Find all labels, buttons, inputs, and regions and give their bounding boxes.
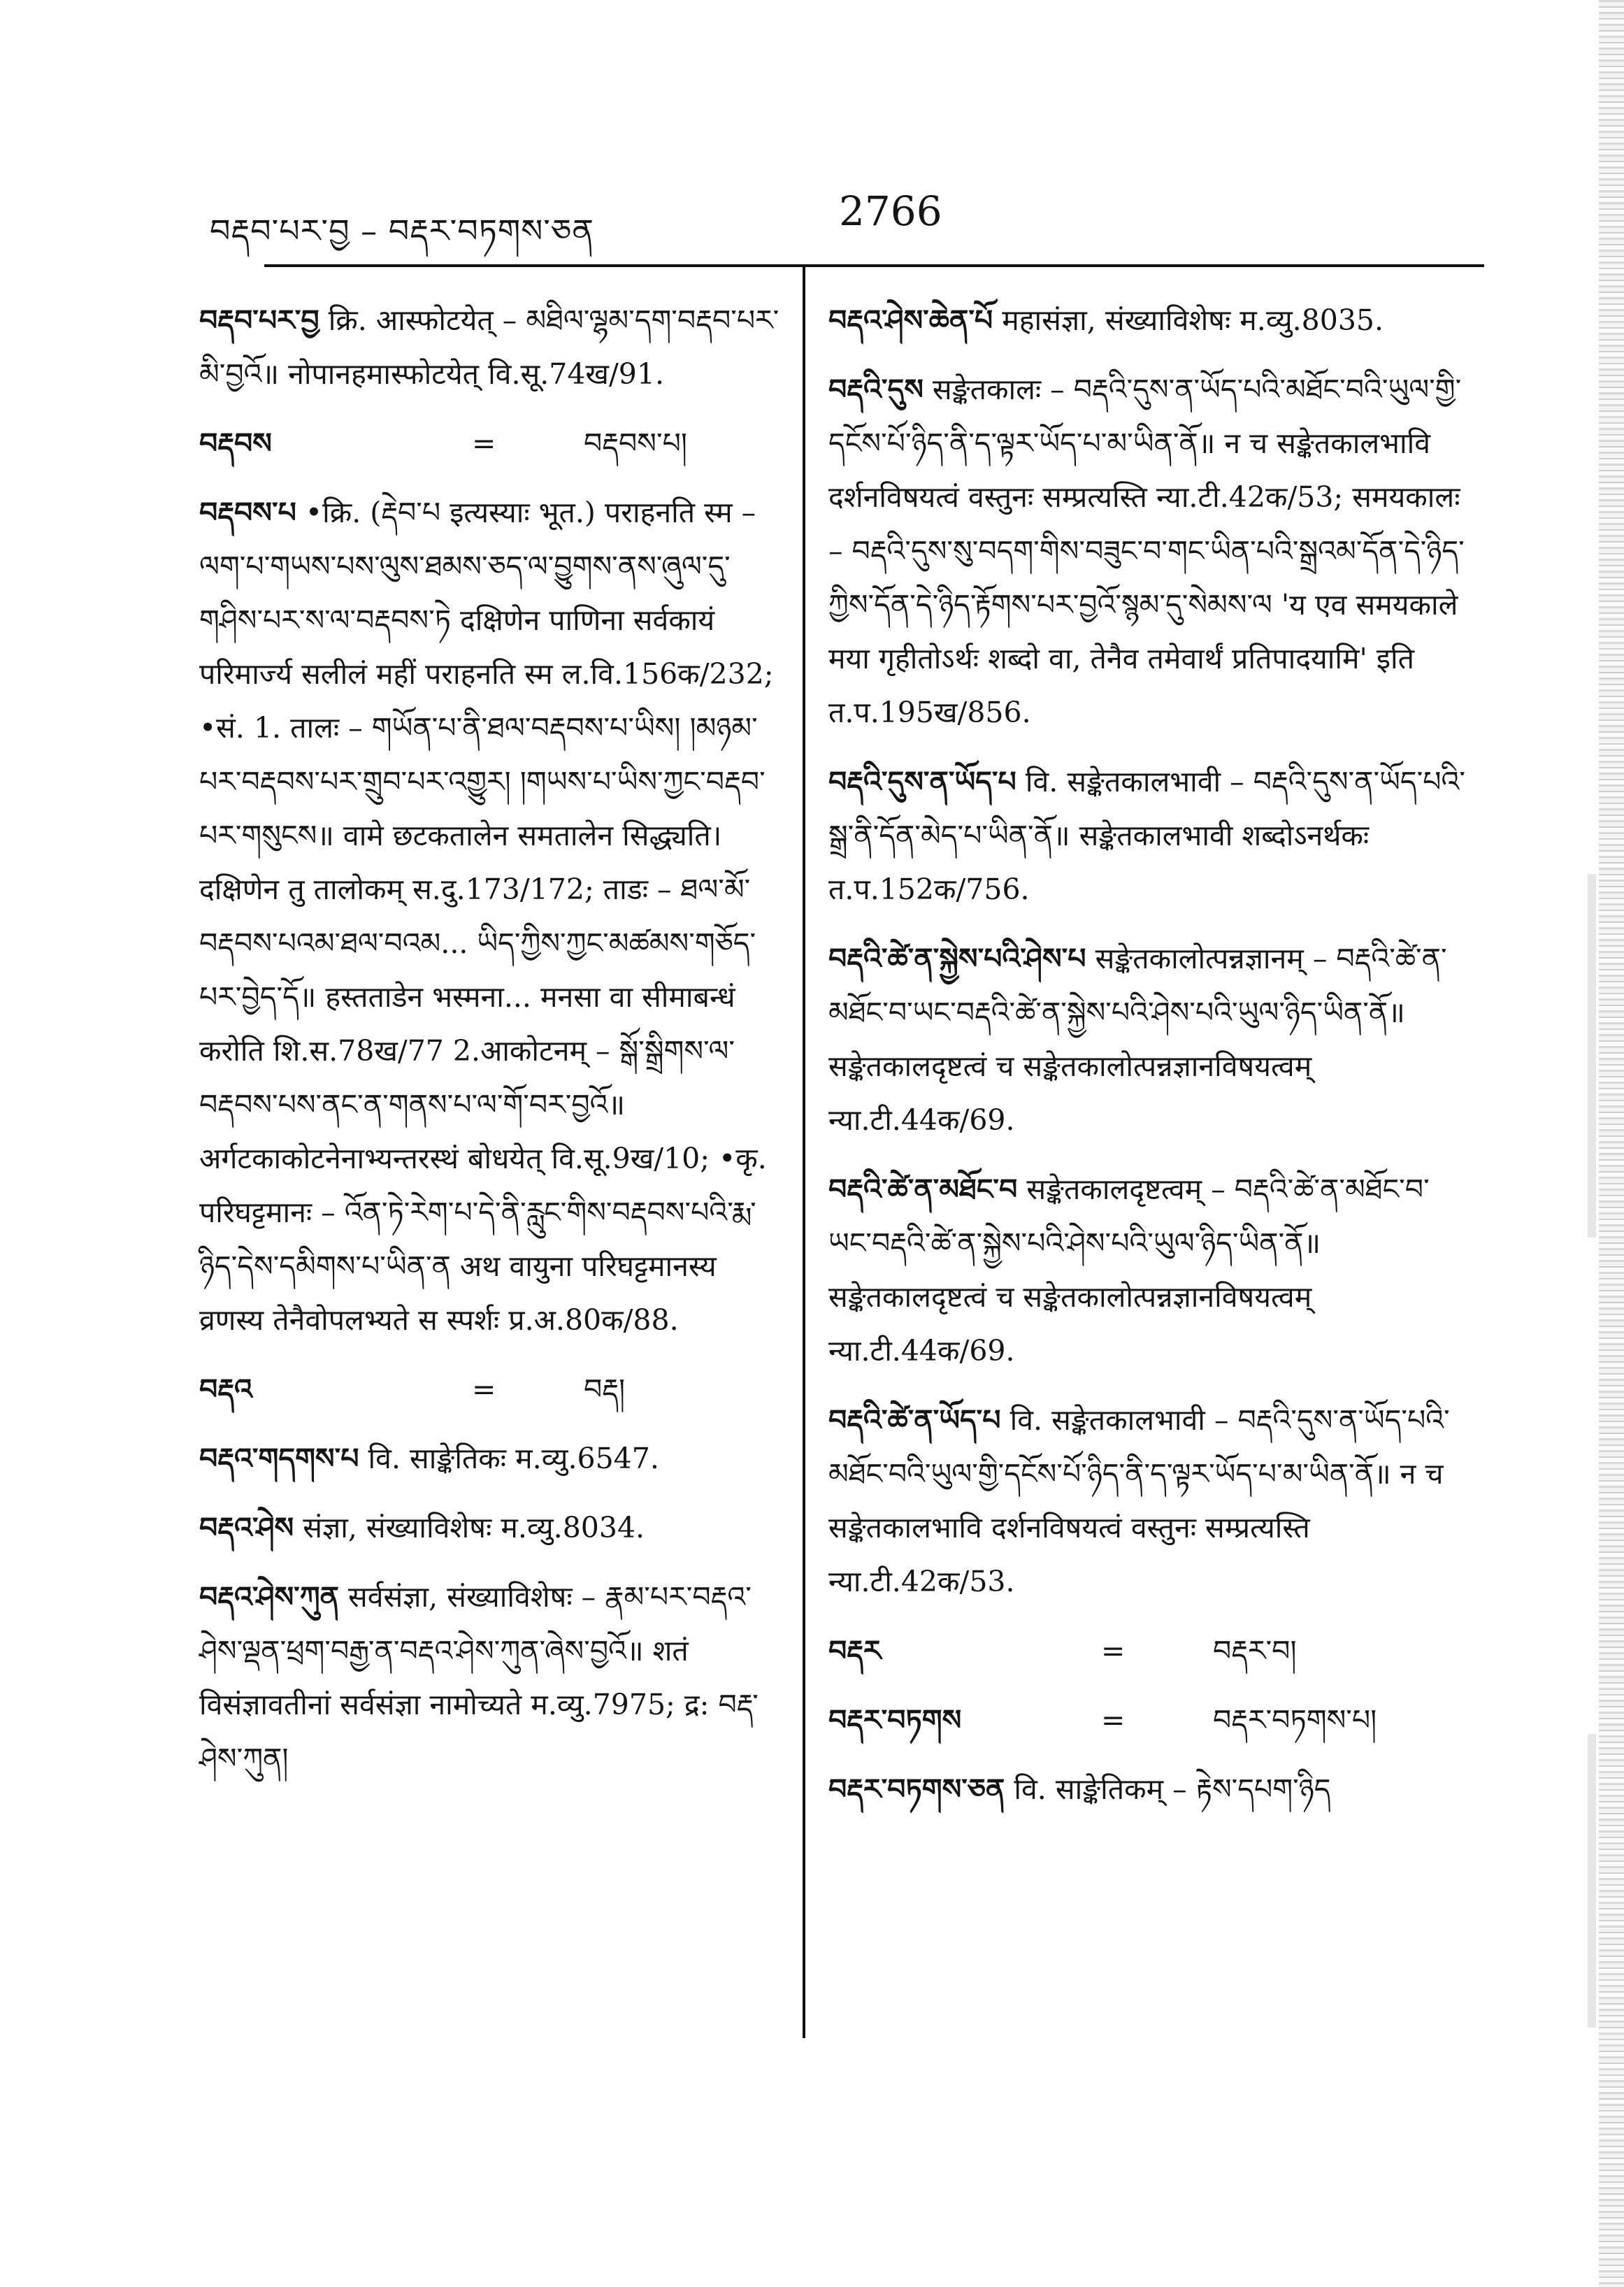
dictionary-entry bbox=[199, 486, 786, 1347]
dictionary-entry bbox=[828, 1163, 1472, 1378]
entry-headword: བརྡའི་དུས bbox=[828, 373, 924, 406]
dictionary-entry bbox=[199, 1501, 786, 1555]
entry-definition: संज्ञा, संख्याविशेषः म.व्यु.8034. bbox=[303, 1511, 645, 1544]
equals-sign: = bbox=[1101, 1634, 1126, 1668]
entry-headword: བརྡར་བཏགས bbox=[828, 1703, 962, 1737]
entry-headword: བརྡབ་པར་བྱ bbox=[199, 303, 319, 337]
scanner-noise bbox=[1588, 874, 1596, 1238]
entry-definition: सङ्केतकालदृष्टत्वम् – བརྡའི་ཚེ་ན་མཐོང་བ་ཡང་བརྡའི་ཚེ་ན་སྐྱེས་པའི་ཤེས་པའི་ཡུལ་ཉིད་ཡིན་ནོ॥ सङ्केतकालदृष्टत्वं च सङ्केतकालोत्पन्नज्ञानविषयत्वम् न्या.टी.44क/69. bbox=[828, 1173, 1430, 1368]
entry-definition: वि. साङ्केतिकः म.व्यु.6547. bbox=[368, 1442, 659, 1475]
header-rule bbox=[264, 264, 1484, 267]
entry-headword: བརྡའ་ཤེས་ཆེན་པོ bbox=[828, 303, 993, 337]
entry-definition: वि. सङ्केतकालभावी – བརྡའི་དུས་ན་ཡོད་པའི་སྒྲ་ནི་དོན་མེད་པ་ཡིན་ནོ॥ सङ्केतकालभावी शब्दोऽनर्थकः त.प.152क/756. bbox=[828, 765, 1465, 906]
dictionary-entry bbox=[828, 363, 1472, 740]
equals-sign: = bbox=[472, 1372, 496, 1406]
entry-definition: सङ्केतकालः – བརྡའི་དུས་ན་ཡོད་པའི་མཐོང་བའི་ཡུལ་གྱི་དངོས་པོ་ཉིད་ནི་ད་ལྟར་ཡོད་པ་མ་ཡིན་ནོ॥ न च सङ्केतकालभावि दर्शनविषयत्वं वस्तुनः सम्प्रत्यस्ति न्या.टी.42क/53; समयकालः – བརྡའི་དུས་སུ་བདག་གིས་བཟུང་བ་གང་ཡིན་པའི་སྒྲའམ་དོན་དེ་ཉིད་ཀྱིས་དོན་དེ་ཉིད་རྟོགས་པར་བྱའོ་སྙམ་དུ་སེམས་ལ 'य एव समयकाले मया गृहीतोऽर्थः शब्दो वा, तेनैव तमेवार्थं प्रतिपादयामि' इति त.प.195ख/856. bbox=[828, 373, 1465, 729]
entry-headword: བརྡའི་དུས་ན་ཡོད་པ bbox=[828, 765, 1016, 798]
cross-reference: བརྡར་བཏགས་པ། bbox=[1213, 1703, 1377, 1737]
left-column bbox=[199, 294, 786, 1801]
page-number: 2766 bbox=[839, 187, 942, 235]
entry-headword: བརྡའ་ཤེས་ཀུན bbox=[199, 1580, 339, 1614]
entry-definition: सर्वसंज्ञा, संख्याविशेषः – རྣམ་པར་བརྡའ་ཤེས་ལྡན་ཕྲག་བརྒྱ་ན་བརྡའ་ཤེས་ཀུན་ཞེས་བྱའོ॥ शतं विसंज्ञावतीनां सर्वसंज्ञा नामोच्यते म.व्यु.7975; द्र: བརྡ་ཤེས་ཀུན། bbox=[199, 1580, 759, 1775]
entry-headword: བརྡའ་གདགས་པ bbox=[199, 1442, 359, 1475]
entry-definition: क्रि. आस्फोटयेत् – མཐིལ་ལྷམ་དག་བརྡབ་པར་མི་བྱའོ॥ नोपानहमास्फोटयेत् वि.सू.74ख/91. bbox=[199, 303, 779, 391]
entry-definition: सङ्केतकालोत्पन्नज्ञानम् – བརྡའི་ཚེ་ན་མཐོང་བ་ཡང་བརྡའི་ཚེ་ན་སྐྱེས་པའི་ཤེས་པའི་ཡུལ་ཉིད་ཡིན་ནོ॥ सङ्केतकालदृष्टत्वं च सङ्केतकालोत्पन्नज्ञानविषयत्वम् न्या.टी.44क/69. bbox=[828, 942, 1447, 1137]
dictionary-entry bbox=[199, 294, 786, 401]
cross-reference-entry bbox=[199, 1363, 786, 1417]
cross-reference: བརྡབས་པ། bbox=[584, 426, 687, 460]
right-column bbox=[828, 294, 1472, 1832]
entry-headword: བརྡའ bbox=[199, 1372, 252, 1406]
entry-definition: वि. साङ्केतिकम् – རྟེས་དཔག་ཉིད bbox=[1014, 1772, 1331, 1806]
entry-headword: བརྡའི་ཚེ་ན་མཐོང་བ bbox=[828, 1173, 1018, 1206]
dictionary-entry bbox=[828, 294, 1472, 347]
cross-reference: བརྡ། bbox=[584, 1372, 626, 1406]
running-head-text: བརྡབ་པར་བྱ – བརྡར་བཏགས་ཅན bbox=[210, 212, 594, 250]
equals-sign: = bbox=[472, 426, 496, 460]
entry-definition: महासंज्ञा, संख्याविशेषः म.व्यु.8035. bbox=[1002, 303, 1384, 337]
entry-headword: བརྡབས bbox=[199, 426, 272, 460]
entry-headword: བརྡར་བཏགས་ཅན bbox=[828, 1772, 1005, 1806]
entry-headword: བརྡའ་ཤེས bbox=[199, 1511, 294, 1544]
cross-reference-entry bbox=[828, 1624, 1472, 1678]
cross-reference-entry bbox=[199, 417, 786, 471]
running-head bbox=[210, 187, 1482, 250]
dictionary-entry bbox=[199, 1432, 786, 1486]
cross-reference-entry bbox=[828, 1693, 1472, 1747]
dictionary-entry bbox=[199, 1570, 786, 1786]
column-divider bbox=[803, 266, 805, 2038]
dictionary-entry bbox=[828, 1763, 1472, 1816]
entry-definition: वि. सङ्केतकालभावी – བརྡའི་དུས་ན་ཡོད་པའི་མཐོང་བའི་ཡུལ་གྱི་དངོས་པོ་ཉིད་ནི་ད་ལྟར་ཡོད་པ་མ་ཡིན་ནོ॥ न च सङ्केतकालभावि दर्शनविषयत्वं वस्तुनः सम्प्रत्यस्ति न्या.टी.42क/53. bbox=[828, 1403, 1450, 1598]
entry-headword: བརྡབས་པ bbox=[199, 496, 296, 529]
entry-headword: བརྡའི་ཚེ་ན་སྐྱེས་པའི་ཤེས་པ bbox=[828, 942, 1086, 975]
dictionary-entry bbox=[828, 932, 1472, 1147]
equals-sign: = bbox=[1101, 1703, 1126, 1737]
cross-reference: བརྡར་བ། bbox=[1213, 1634, 1297, 1668]
entry-headword: བརྡའི་ཚེ་ན་ཡོད་པ bbox=[828, 1403, 1001, 1437]
entry-definition: •क्रि. (རྡེབ་པ इत्यस्याः भूत.) पराहनति स्म – ལག་པ་གཡས་པས་ལུས་ཐམས་ཅད་ལ་བྱུགས་ནས་ཞུལ་དུ་གཤིས་པར་ས་ལ་བརྡབས་ཏེ दक्षिणेन पाणिना सर्वकायं परिमार्ज्य सलीलं महीं पराहनति स्म ल.वि.156क/232; •सं. 1. तालः – གཡོན་པ་ནི་ཐལ་བརྡབས་པ་ཡིས། །མཉམ་པར་བརྡབས་པར་གྲུབ་པར་འགྱུར། །གཡས་པ་ཡིས་ཀྱང་བརྡབ་པར་གསུངས॥ वामे छटकतालेन समतालेन सिद्ध्यति। दक्षिणेन तु तालोकम् स.दु.173/172; ताडः – ཐལ་མོ་བརྡབས་པའམ་ཐལ་བའམ... ཡིད་ཀྱིས་ཀྱང་མཚམས་གཅོད་པར་བྱེད་དོ॥ हस्तताडेन भस्मना... मनसा वा सीमाबन्धं करोति शि.स.78ख/77 2.आकोटनम् – སྒོ་སྒྲིགས་ལ་བརྡབས་པས་ནང་ན་གནས་པ་ལ་གོ་བར་བྱའོ॥ अर्गटकाकोटनेनाभ्यन्तरस्थं बोधयेत् वि.सू.9ख/10; •कृ. परिघट्टमानः – འོན་ཏེ་རེག་པ་དེ་ནི་རླུང་གིས་བརྡབས་པའི་རྨ་ཉིད་དེས་དམིགས་པ་ཡིན་ན अथ वायुना परिघट्टमानस्य व्रणस्य तेनैवोपलभ्यते स स्पर्शः प्र.अ.80क/88. bbox=[199, 496, 774, 1337]
scanner-noise bbox=[1588, 1734, 1596, 2028]
dictionary-entry bbox=[828, 755, 1472, 917]
entry-headword: བརྡར bbox=[828, 1634, 882, 1668]
dictionary-entry bbox=[828, 1393, 1472, 1609]
scanner-edge-artifact bbox=[1599, 0, 1624, 2287]
